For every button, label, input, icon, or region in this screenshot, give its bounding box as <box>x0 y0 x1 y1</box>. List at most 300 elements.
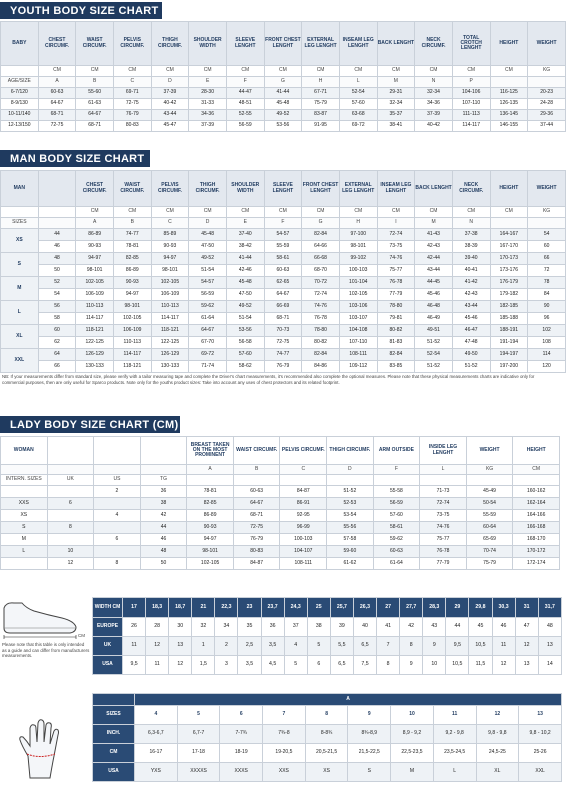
man-table-cell: 54-57 <box>189 277 227 289</box>
man-table-cell: 94-97 <box>151 253 189 265</box>
man-table-cell: 167-170 <box>490 241 528 253</box>
man-table-cell: 82-85 <box>113 253 151 265</box>
lady-column-header: WOMAN <box>1 437 48 465</box>
shoe-uk-cell: 9,5 <box>446 637 469 656</box>
lady-table-cell <box>47 534 94 546</box>
man-table-cell: 188-191 <box>490 325 528 337</box>
man-table-cell: 97-100 <box>339 229 377 241</box>
man-table-cell: 47-50 <box>226 289 264 301</box>
shoe-icon <box>0 594 90 642</box>
man-table-cell: 42-44 <box>415 253 453 265</box>
glove-inch-cell: 7¾-8 <box>263 725 306 744</box>
glove-inch-cell: 9,8 - 9,8 <box>476 725 519 744</box>
lady-table-cell: 60-63 <box>233 486 280 498</box>
shoe-uk-cell: 5,5 <box>330 637 353 656</box>
man-unit-cell: CM <box>189 207 227 218</box>
youth-table-cell: 63-68 <box>339 110 377 121</box>
youth-unit-cell: KG <box>528 66 566 77</box>
lady-subheader-cell <box>280 475 327 486</box>
glove-sizes-cell: 10 <box>391 706 434 725</box>
lady-subheader-cell <box>466 475 513 486</box>
youth-letter-cell: H <box>302 77 340 88</box>
youth-unit-cell: CM <box>452 66 490 77</box>
lady-table-cell: 56-59 <box>373 498 420 510</box>
youth-table-cell: 55-60 <box>76 88 114 99</box>
shoe-width-cell: 24,3 <box>284 598 307 618</box>
man-table-cell: 103-107 <box>339 313 377 325</box>
youth-letter-cell: F <box>226 77 264 88</box>
man-table-cell: 126-129 <box>76 349 114 361</box>
youth-unit-cell: CM <box>377 66 415 77</box>
man-table-cell: 62 <box>38 337 76 349</box>
youth-table-cell: 12-13/150 <box>1 121 39 132</box>
man-table-cell: 72-74 <box>377 229 415 241</box>
man-table-cell: 66 <box>38 361 76 373</box>
shoe-usa-cell: 5 <box>284 656 307 675</box>
man-table-cell: 47-50 <box>189 241 227 253</box>
youth-table-cell: 29-36 <box>528 110 566 121</box>
lady-letter-cell <box>140 465 187 475</box>
man-letter-cell: B <box>113 218 151 229</box>
shoe-uk-cell: 6,5 <box>353 637 376 656</box>
shoe-usa-cell: 1,5 <box>192 656 215 675</box>
shoe-width-cell: 18,3 <box>146 598 169 618</box>
man-column-header: INSEAM LEG LENGHT <box>377 171 415 207</box>
man-table-cell: 83-85 <box>377 361 415 373</box>
lady-table-cell: 168-170 <box>513 534 560 546</box>
man-table-cell: 185-188 <box>490 313 528 325</box>
man-table-cell: 170-173 <box>490 253 528 265</box>
shoe-europe-cell: 41 <box>377 618 400 637</box>
man-table-cell: 77-79 <box>377 289 415 301</box>
youth-chart <box>0 21 557 132</box>
man-header-row <box>1 171 566 207</box>
man-column-header: WEIGHT <box>528 171 566 207</box>
man-table-cell: 74-76 <box>377 253 415 265</box>
man-table-cell: 176-179 <box>490 277 528 289</box>
youth-column-header: EXTERNAL LEG LENGHT <box>302 22 340 66</box>
lady-table-cell: 4 <box>94 510 141 522</box>
youth-table-cell: 80-83 <box>113 121 151 132</box>
man-unit-cell <box>1 207 39 218</box>
man-table-cell: 74-77 <box>264 349 302 361</box>
glove-sizes-cell: 9 <box>348 706 391 725</box>
lady-header-row <box>1 437 560 465</box>
glove-cm-cell: 23,5-24,5 <box>433 744 476 763</box>
man-table-cell: 42-43 <box>415 241 453 253</box>
youth-table-cell: 64-67 <box>38 99 76 110</box>
man-table-cell: 51-54 <box>189 265 227 277</box>
man-table <box>0 170 566 373</box>
youth-table-cell: 116-125 <box>490 88 528 99</box>
youth-letter-row <box>1 77 566 88</box>
man-unit-cell: CM <box>226 207 264 218</box>
youth-table-cell: 38-41 <box>377 121 415 132</box>
man-table-cell: 102-105 <box>113 313 151 325</box>
man-table-row <box>1 277 566 289</box>
youth-unit-cell: CM <box>151 66 189 77</box>
man-letter-cell: SIZES <box>1 218 39 229</box>
shoe-uk-label: UK <box>93 637 123 656</box>
man-table-cell: 75-77 <box>377 265 415 277</box>
lady-table-cell: 50 <box>140 558 187 570</box>
shoe-usa-row <box>93 656 562 675</box>
man-table-cell: 90-93 <box>76 241 114 253</box>
lady-letter-cell <box>94 465 141 475</box>
lady-column-header <box>140 437 187 465</box>
glove-usa-row <box>93 763 562 782</box>
lady-subheader-row <box>1 475 560 486</box>
man-table-cell: 114-117 <box>113 349 151 361</box>
man-table-row <box>1 361 566 373</box>
shoe-uk-cell: 1 <box>192 637 215 656</box>
shoe-width-label: WIDTH CM <box>93 598 123 618</box>
man-table-cell: 48 <box>38 253 76 265</box>
man-letter-cell: D <box>189 218 227 229</box>
man-unit-cell: CM <box>151 207 189 218</box>
youth-table-cell: 52-55 <box>226 110 264 121</box>
man-table-cell: 67-70 <box>189 337 227 349</box>
lady-subheader-cell <box>233 475 280 486</box>
youth-table-cell: 76-79 <box>113 110 151 121</box>
man-table-cell: 74-76 <box>302 301 340 313</box>
shoe-uk-cell: 10,5 <box>469 637 492 656</box>
man-table-row <box>1 313 566 325</box>
shoe-width-cell: 18,7 <box>169 598 192 618</box>
glove-chart <box>92 693 550 782</box>
glove-measure-label: A <box>135 694 562 706</box>
youth-table-cell: 146-155 <box>490 121 528 132</box>
man-table-cell: 122-125 <box>151 337 189 349</box>
glove-usa-cell: L <box>433 763 476 782</box>
man-table-cell: 54 <box>528 229 566 241</box>
lady-table-cell: 82-85 <box>187 498 234 510</box>
man-column-header: CHEST CIRCUMF. <box>76 171 114 207</box>
glove-cm-cell: 17-18 <box>177 744 220 763</box>
lady-table-cell: 108-111 <box>280 558 327 570</box>
man-table-cell: 106-109 <box>76 289 114 301</box>
lady-letter-cell: C <box>280 465 327 475</box>
shoe-usa-cell: 11 <box>146 656 169 675</box>
man-table-cell: 37-40 <box>226 229 264 241</box>
lady-table-cell: 64-67 <box>233 498 280 510</box>
lady-table-cell <box>94 546 141 558</box>
youth-table-cell: 29-31 <box>377 88 415 99</box>
shoe-uk-cell: 2,5 <box>238 637 261 656</box>
man-table-cell: 79-81 <box>377 313 415 325</box>
man-table-cell: 78-80 <box>302 325 340 337</box>
shoe-europe-cell: 44 <box>446 618 469 637</box>
man-size-label: XL <box>1 325 39 349</box>
youth-unit-cell: CM <box>302 66 340 77</box>
shoe-usa-cell: 14 <box>538 656 561 675</box>
man-table-cell: 78 <box>528 277 566 289</box>
shoe-uk-cell: 12 <box>146 637 169 656</box>
shoe-width-cell: 29,8 <box>469 598 492 618</box>
man-table-cell: 71-74 <box>189 361 227 373</box>
glove-usa-cell: XXS <box>263 763 306 782</box>
man-table-cell: 68-70 <box>302 265 340 277</box>
glove-inch-label: INCH. <box>93 725 135 744</box>
man-chart-title: MAN BODY SIZE CHART <box>0 150 150 167</box>
man-table-cell: 53-56 <box>226 325 264 337</box>
man-table-cell: 70-73 <box>264 325 302 337</box>
lady-table-cell: 38 <box>140 498 187 510</box>
man-table-cell: 108-111 <box>339 349 377 361</box>
man-table-cell: 46-47 <box>452 325 490 337</box>
lady-table-cell <box>47 486 94 498</box>
lady-table-row <box>1 486 560 498</box>
man-table-cell: 72 <box>528 265 566 277</box>
man-table-cell: 51-52 <box>415 361 453 373</box>
youth-table <box>0 21 566 132</box>
glove-usa-cell: XXL <box>519 763 562 782</box>
man-table-cell: 51-54 <box>226 313 264 325</box>
lady-subheader-cell <box>187 475 234 486</box>
shoe-width-cell: 25,7 <box>330 598 353 618</box>
man-table-cell: 78-80 <box>377 301 415 313</box>
man-table-cell: 126-129 <box>151 349 189 361</box>
shoe-europe-cell: 34 <box>215 618 238 637</box>
man-table-row <box>1 241 566 253</box>
shoe-usa-cell: 11,5 <box>469 656 492 675</box>
shoe-usa-cell: 4,5 <box>261 656 284 675</box>
man-table-cell: 74-77 <box>113 229 151 241</box>
shoe-width-row <box>93 598 562 618</box>
man-column-header: FRONT CHEST LENGHT <box>302 171 340 207</box>
lady-column-header: ARM OUTSIDE <box>373 437 420 465</box>
lady-table-cell: 46 <box>140 534 187 546</box>
glove-cm-cell: 24,5-25 <box>476 744 519 763</box>
glove-inch-cell: 9,2 - 9,8 <box>433 725 476 744</box>
glove-inch-cell: 8-8¾ <box>305 725 348 744</box>
youth-table-cell: 28-30 <box>189 88 227 99</box>
man-table-cell: 80-82 <box>302 337 340 349</box>
man-table-cell: 52 <box>38 277 76 289</box>
man-table-cell: 44-45 <box>415 277 453 289</box>
man-table-cell: 82-84 <box>302 349 340 361</box>
man-table-cell: 179-182 <box>490 289 528 301</box>
man-table-cell: 130-133 <box>76 361 114 373</box>
man-table-cell: 42-46 <box>226 265 264 277</box>
lady-table-cell: 58-61 <box>373 522 420 534</box>
youth-column-header: PELVIS CIRCUMF. <box>113 22 151 66</box>
man-table-cell: 194-197 <box>490 349 528 361</box>
lady-table-cell: 55-56 <box>327 522 374 534</box>
youth-table-cell: 44-47 <box>226 88 264 99</box>
shoe-illustration <box>0 594 90 642</box>
youth-letter-cell: L <box>339 77 377 88</box>
man-chart <box>0 170 557 372</box>
lady-column-header: THIGH CIRCUMF. <box>327 437 374 465</box>
man-table-cell: 182-185 <box>490 301 528 313</box>
lady-table-cell: 86-91 <box>280 498 327 510</box>
man-table-cell: 109-112 <box>339 361 377 373</box>
shoe-usa-cell: 9,5 <box>123 656 146 675</box>
youth-letter-cell: D <box>151 77 189 88</box>
man-table-cell: 98-101 <box>151 265 189 277</box>
shoe-chart <box>92 597 555 677</box>
lady-table-cell: 57-60 <box>373 510 420 522</box>
lady-table-cell: 86-89 <box>187 510 234 522</box>
youth-table-cell: 45-47 <box>151 121 189 132</box>
lady-subheader-cell: INTERN. SIZES <box>1 475 48 486</box>
lady-table-cell: 42 <box>140 510 187 522</box>
youth-column-header: SLEEVE LENGHT <box>226 22 264 66</box>
man-table-cell: 51-52 <box>452 361 490 373</box>
lady-table-cell: 65-69 <box>466 534 513 546</box>
lady-table-cell: M <box>1 534 48 546</box>
lady-table-cell: 12 <box>47 558 94 570</box>
lady-table-cell: 10 <box>47 546 94 558</box>
man-table-cell: 58-62 <box>226 361 264 373</box>
youth-table-cell: 24-28 <box>528 99 566 110</box>
lady-table-cell: 61-62 <box>327 558 374 570</box>
lady-table-cell: 59-60 <box>327 546 374 558</box>
lady-table-cell: 73-75 <box>420 510 467 522</box>
youth-table-cell: 69-72 <box>339 121 377 132</box>
lady-chart <box>0 436 550 576</box>
youth-column-header: FRONT CHEST LENGHT <box>264 22 302 66</box>
man-table-cell: 49-52 <box>189 253 227 265</box>
shoe-usa-cell: 7,5 <box>353 656 376 675</box>
man-table-cell: 40-41 <box>452 265 490 277</box>
man-table-cell: 62-65 <box>264 277 302 289</box>
youth-letter-cell <box>528 77 566 88</box>
man-table-cell: 60-63 <box>264 265 302 277</box>
man-table-cell: 50 <box>38 265 76 277</box>
glove-sizes-cell: 6 <box>220 706 263 725</box>
youth-table-cell: 32-34 <box>377 99 415 110</box>
youth-table-cell: 37-39 <box>415 110 453 121</box>
hand-icon <box>0 716 90 782</box>
lady-table-cell: 75-77 <box>420 534 467 546</box>
lady-table-cell: 55-59 <box>466 510 513 522</box>
man-table-cell: 118-121 <box>151 325 189 337</box>
glove-sizes-cell: 12 <box>476 706 519 725</box>
man-table-cell: 46-49 <box>415 313 453 325</box>
man-table-cell: 98-101 <box>76 265 114 277</box>
lady-table-cell: 60-63 <box>373 546 420 558</box>
man-table-cell: 164-167 <box>490 229 528 241</box>
man-unit-row <box>1 207 566 218</box>
man-letter-cell <box>38 218 76 229</box>
youth-table-cell: 43-44 <box>151 110 189 121</box>
youth-table-cell: 53-56 <box>264 121 302 132</box>
man-table-cell: 60 <box>528 241 566 253</box>
man-table-cell: 49-51 <box>415 325 453 337</box>
shoe-table <box>92 597 562 675</box>
lady-table-row <box>1 498 560 510</box>
youth-table-cell: 37-39 <box>151 88 189 99</box>
lady-table-cell <box>1 558 48 570</box>
shoe-size-note: Please note that this table is only intended as a guide and can differ from manufacturers measurements. <box>2 642 90 658</box>
youth-table-cell: 67-71 <box>302 88 340 99</box>
glove-table <box>92 693 562 782</box>
man-table-cell: 102-105 <box>339 289 377 301</box>
lady-subheader-cell <box>513 475 560 486</box>
man-table-cell: 76-79 <box>264 361 302 373</box>
youth-table-cell: 34-36 <box>189 110 227 121</box>
man-table-cell: 102-105 <box>151 277 189 289</box>
man-column-header <box>38 171 76 207</box>
glove-inch-row <box>93 725 562 744</box>
man-table-cell: 61-64 <box>189 313 227 325</box>
glove-cm-cell: 16-17 <box>135 744 178 763</box>
shoe-width-cell: 23,7 <box>261 598 284 618</box>
man-table-cell: 64-67 <box>264 289 302 301</box>
youth-table-cell: 6-7/120 <box>1 88 39 99</box>
glove-top-row <box>93 694 562 706</box>
man-table-cell: 55-59 <box>264 241 302 253</box>
man-table-cell: 69-72 <box>189 349 227 361</box>
man-table-cell: 66-68 <box>302 253 340 265</box>
lady-subheader-cell: TG <box>140 475 187 486</box>
man-table-cell: 173-176 <box>490 265 528 277</box>
man-table-cell: 56-59 <box>189 289 227 301</box>
lady-table-cell: 92-95 <box>280 510 327 522</box>
shoe-europe-cell: 28 <box>146 618 169 637</box>
man-table-cell: 98-101 <box>113 301 151 313</box>
man-table-cell: 70-72 <box>302 277 340 289</box>
man-table-cell: 45-48 <box>226 277 264 289</box>
shoe-usa-cell: 9 <box>400 656 423 675</box>
man-table-cell: 43-44 <box>452 301 490 313</box>
man-table-cell: 103-106 <box>339 301 377 313</box>
youth-table-cell: 52-54 <box>339 88 377 99</box>
lady-table-cell: 52-53 <box>327 498 374 510</box>
man-table-cell: 76-78 <box>377 277 415 289</box>
man-table-cell: 38-42 <box>226 241 264 253</box>
shoe-europe-cell: 39 <box>330 618 353 637</box>
youth-unit-cell: CM <box>76 66 114 77</box>
youth-unit-cell: CM <box>264 66 302 77</box>
man-table-cell: 64-66 <box>302 241 340 253</box>
youth-table-cell: 104-106 <box>452 88 490 99</box>
shoe-uk-cell: 7 <box>377 637 400 656</box>
youth-table-cell: 64-67 <box>76 110 114 121</box>
man-table-cell: 64-67 <box>189 325 227 337</box>
shoe-usa-cell: 8 <box>377 656 400 675</box>
lady-subheader-cell <box>327 475 374 486</box>
man-table-cell: 41-42 <box>452 277 490 289</box>
shoe-uk-cell: 8 <box>400 637 423 656</box>
lady-table-cell: 76-79 <box>233 534 280 546</box>
shoe-usa-cell: 12 <box>169 656 192 675</box>
man-table-cell: 90-93 <box>151 241 189 253</box>
man-unit-cell: CM <box>415 207 453 218</box>
youth-column-header: TOTAL CROTCH LENGHT <box>452 22 490 66</box>
youth-table-cell: 35-37 <box>377 110 415 121</box>
man-table-cell: 197-200 <box>490 361 528 373</box>
shoe-uk-cell: 9 <box>423 637 446 656</box>
lady-table-cell: 51-52 <box>327 486 374 498</box>
youth-letter-cell: N <box>415 77 453 88</box>
shoe-width-cell: 31,7 <box>538 598 561 618</box>
man-table-cell: 59-62 <box>189 301 227 313</box>
lady-column-header: PELVIS CIRCUMF. <box>280 437 327 465</box>
youth-column-header: CHEST CIRCUMF. <box>38 22 76 66</box>
man-table-cell: 107-110 <box>339 337 377 349</box>
shoe-europe-cell: 36 <box>261 618 284 637</box>
man-table-cell: 56-58 <box>226 337 264 349</box>
man-table-cell: 114 <box>528 349 566 361</box>
youth-table-row <box>1 110 566 121</box>
youth-table-cell: 107-110 <box>452 99 490 110</box>
lady-table-cell <box>47 510 94 522</box>
glove-usa-cell: S <box>348 763 391 782</box>
shoe-europe-cell: 48 <box>538 618 561 637</box>
